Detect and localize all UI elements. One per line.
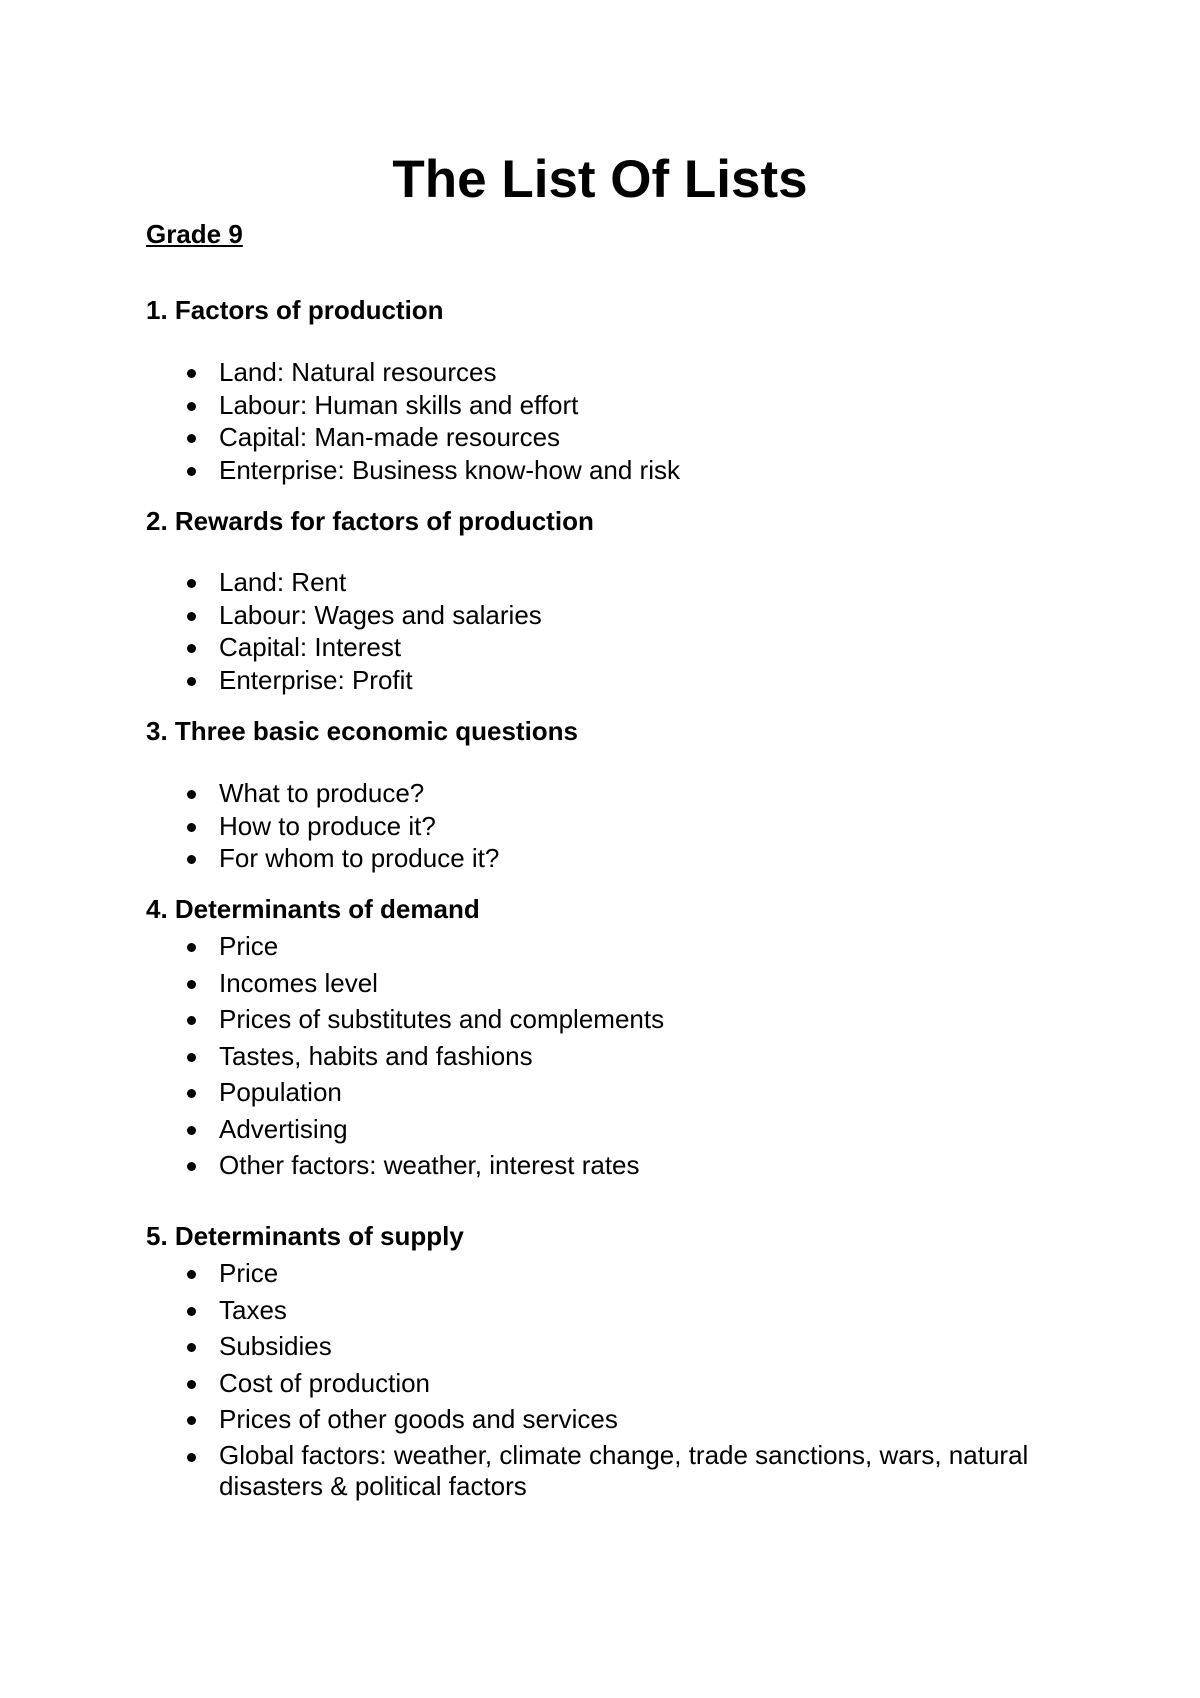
economic-questions-list [146,777,1046,875]
list-item: Price [146,930,1046,962]
list-item: Advertising [146,1113,1046,1145]
list-item: What to produce? [146,777,1046,809]
determinants-of-supply-list [146,1257,1046,1506]
list-item: Capital: Interest [146,631,1046,663]
list-item: For whom to produce it? [146,842,1046,874]
list-item: Tastes, habits and fashions [146,1040,1046,1072]
list-item: Other factors: weather, interest rates [146,1149,1046,1181]
list-item: Land: Natural resources [146,356,1046,388]
list-item: Population [146,1076,1046,1108]
section-heading-determinants-of-supply: 5. Determinants of supply [146,1221,464,1251]
list-item: Taxes [146,1294,1046,1326]
section-heading-factors-of-production: 1. Factors of production [146,295,444,325]
list-item: Global factors: weather, climate change, trade sanctions, wars, natural disasters & political factors [146,1440,1046,1502]
list-item: Incomes level [146,967,1046,999]
list-item: Enterprise: Profit [146,664,1046,696]
section-heading-determinants-of-demand: 4. Determinants of demand [146,894,480,924]
factors-of-production-list [146,356,1046,486]
list-item: Prices of other goods and services [146,1403,1046,1435]
list-item: Enterprise: Business know-how and risk [146,454,1046,486]
page-title: The List Of Lists [392,150,808,209]
list-item: How to produce it? [146,810,1046,842]
list-item: Cost of production [146,1367,1046,1399]
list-item: Capital: Man-made resources [146,421,1046,453]
section-heading-rewards: 2. Rewards for factors of production [146,506,594,536]
list-item: Labour: Human skills and effort [146,389,1046,421]
list-item: Labour: Wages and salaries [146,599,1046,631]
rewards-list [146,566,1046,696]
section-heading-economic-questions: 3. Three basic economic questions [146,716,579,746]
list-item: Subsidies [146,1330,1046,1362]
list-item: Prices of substitutes and complements [146,1003,1046,1035]
list-item: Land: Rent [146,566,1046,598]
determinants-of-demand-list [146,930,1046,1186]
grade-heading: Grade 9 [146,219,243,249]
list-item: Price [146,1257,1046,1289]
